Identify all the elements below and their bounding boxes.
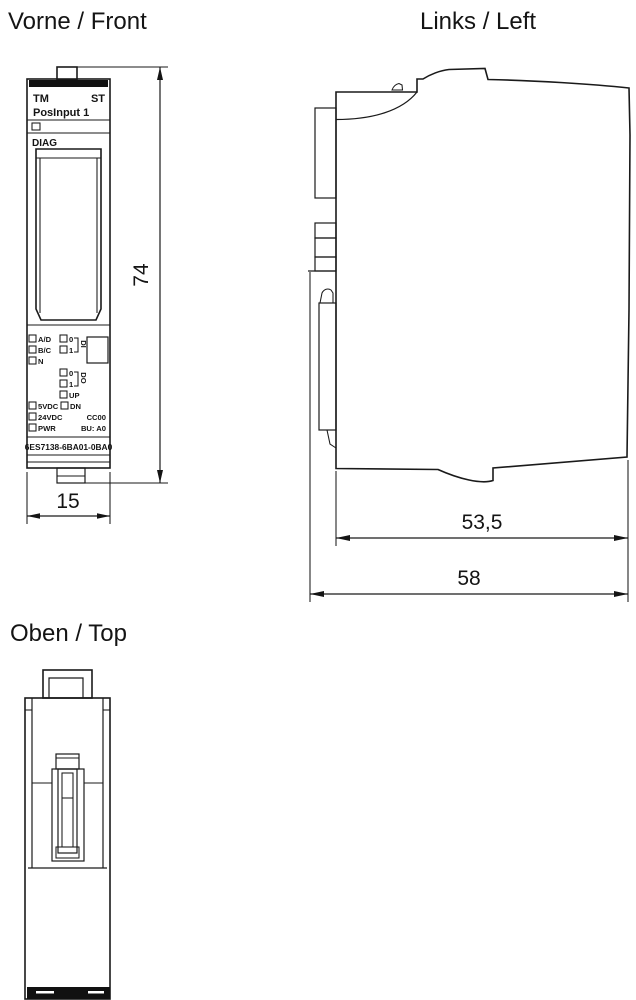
front-view <box>8 8 168 524</box>
rear-connector-upper <box>315 108 336 198</box>
led-n-label: N <box>38 357 44 366</box>
dim-width-label: 15 <box>56 490 80 513</box>
front-label-door <box>27 149 110 325</box>
front-article-strip <box>25 437 113 483</box>
front-led-block <box>29 335 108 433</box>
led-ad-square <box>29 335 36 342</box>
article-number: 6ES7138-6BA01-0BA0 <box>24 442 113 452</box>
led-di0-square <box>60 335 67 342</box>
left-view <box>308 8 630 602</box>
led-do0-label: 0 <box>69 369 74 378</box>
rear-connector-lower <box>319 303 336 430</box>
di-group-bracket <box>74 338 78 352</box>
led-up-label: UP <box>69 391 80 400</box>
front-selector-box <box>87 337 108 363</box>
led-di0-label: 0 <box>69 335 74 344</box>
left-dim-total-depth <box>310 272 628 602</box>
top-view-title: Oben / Top <box>10 620 127 647</box>
module-variant-label: ST <box>90 93 105 105</box>
arrow-left-icon <box>27 513 40 519</box>
left-view-title: Links / Left <box>420 8 537 35</box>
dim-height-label: 74 <box>130 263 153 287</box>
led-ad-label: A/D <box>38 335 52 344</box>
bar-slit-right <box>88 991 104 994</box>
di-group-label: DI <box>79 340 88 348</box>
left-front-curve <box>336 92 417 120</box>
latch-button <box>56 754 79 769</box>
led-n-square <box>29 357 36 364</box>
top-front-connector-bar <box>27 987 110 999</box>
do-group-label: DO <box>79 372 88 384</box>
module-name-label: PosInput 1 <box>33 107 90 119</box>
front-top-black-bar <box>29 80 108 87</box>
led-do1-square <box>60 380 67 387</box>
arrow-right-icon <box>614 535 628 541</box>
arrow-up-icon <box>157 67 163 80</box>
arrow-right-icon <box>614 591 628 597</box>
diag-led-square <box>32 123 40 130</box>
led-do1-label: 1 <box>69 380 74 389</box>
left-rear-connectors <box>308 108 336 448</box>
top-body <box>25 698 110 999</box>
top-tab-inner <box>49 678 83 698</box>
led-bc-square <box>29 346 36 353</box>
diag-label: DIAG <box>32 138 57 149</box>
bar-slit-left <box>36 991 54 994</box>
front-top-tab <box>57 67 77 80</box>
led-24vdc-label: 24VDC <box>38 413 63 422</box>
dim-inner-depth-label: 53,5 <box>461 511 503 534</box>
bu-code-label: BU: A0 <box>80 424 106 433</box>
rear-step-2 <box>315 238 336 257</box>
arrow-left-icon <box>336 535 350 541</box>
rear-step-3 <box>315 257 336 271</box>
led-pwr-label: PWR <box>38 424 56 433</box>
dim-total-depth-label: 58 <box>457 567 481 590</box>
rear-hook <box>320 289 333 303</box>
led-5vdc-square <box>29 402 36 409</box>
rear-step-1 <box>315 223 336 238</box>
front-view-title: Vorne / Front <box>8 8 147 35</box>
left-view-outline <box>336 69 630 482</box>
led-bc-label: B/C <box>38 346 52 355</box>
latch-rail <box>62 773 73 847</box>
top-view <box>10 620 127 999</box>
left-top-hook <box>392 84 403 91</box>
led-do0-square <box>60 369 67 376</box>
led-di1-square <box>60 346 67 353</box>
led-5vdc-label: 5VDC <box>38 402 59 411</box>
front-dim-width <box>27 472 110 524</box>
led-di1-label: 1 <box>69 346 74 355</box>
do-group-bracket <box>74 372 78 386</box>
latch-slot <box>58 769 77 853</box>
led-up-square <box>60 391 67 398</box>
arrow-down-icon <box>157 470 163 483</box>
led-dn-square <box>61 402 68 409</box>
led-pwr-square <box>29 424 36 431</box>
top-latch-assembly <box>52 754 84 861</box>
module-type-label: TM <box>33 93 49 105</box>
front-module-header <box>27 93 110 149</box>
rear-foot <box>327 430 336 448</box>
arrow-left-icon <box>310 591 324 597</box>
top-view-outline <box>25 670 110 999</box>
led-dn-label: DN <box>70 402 81 411</box>
config-code-label: CC00 <box>86 413 106 422</box>
top-tab-outer <box>43 670 92 698</box>
led-24vdc-square <box>29 413 36 420</box>
arrow-right-icon <box>97 513 110 519</box>
